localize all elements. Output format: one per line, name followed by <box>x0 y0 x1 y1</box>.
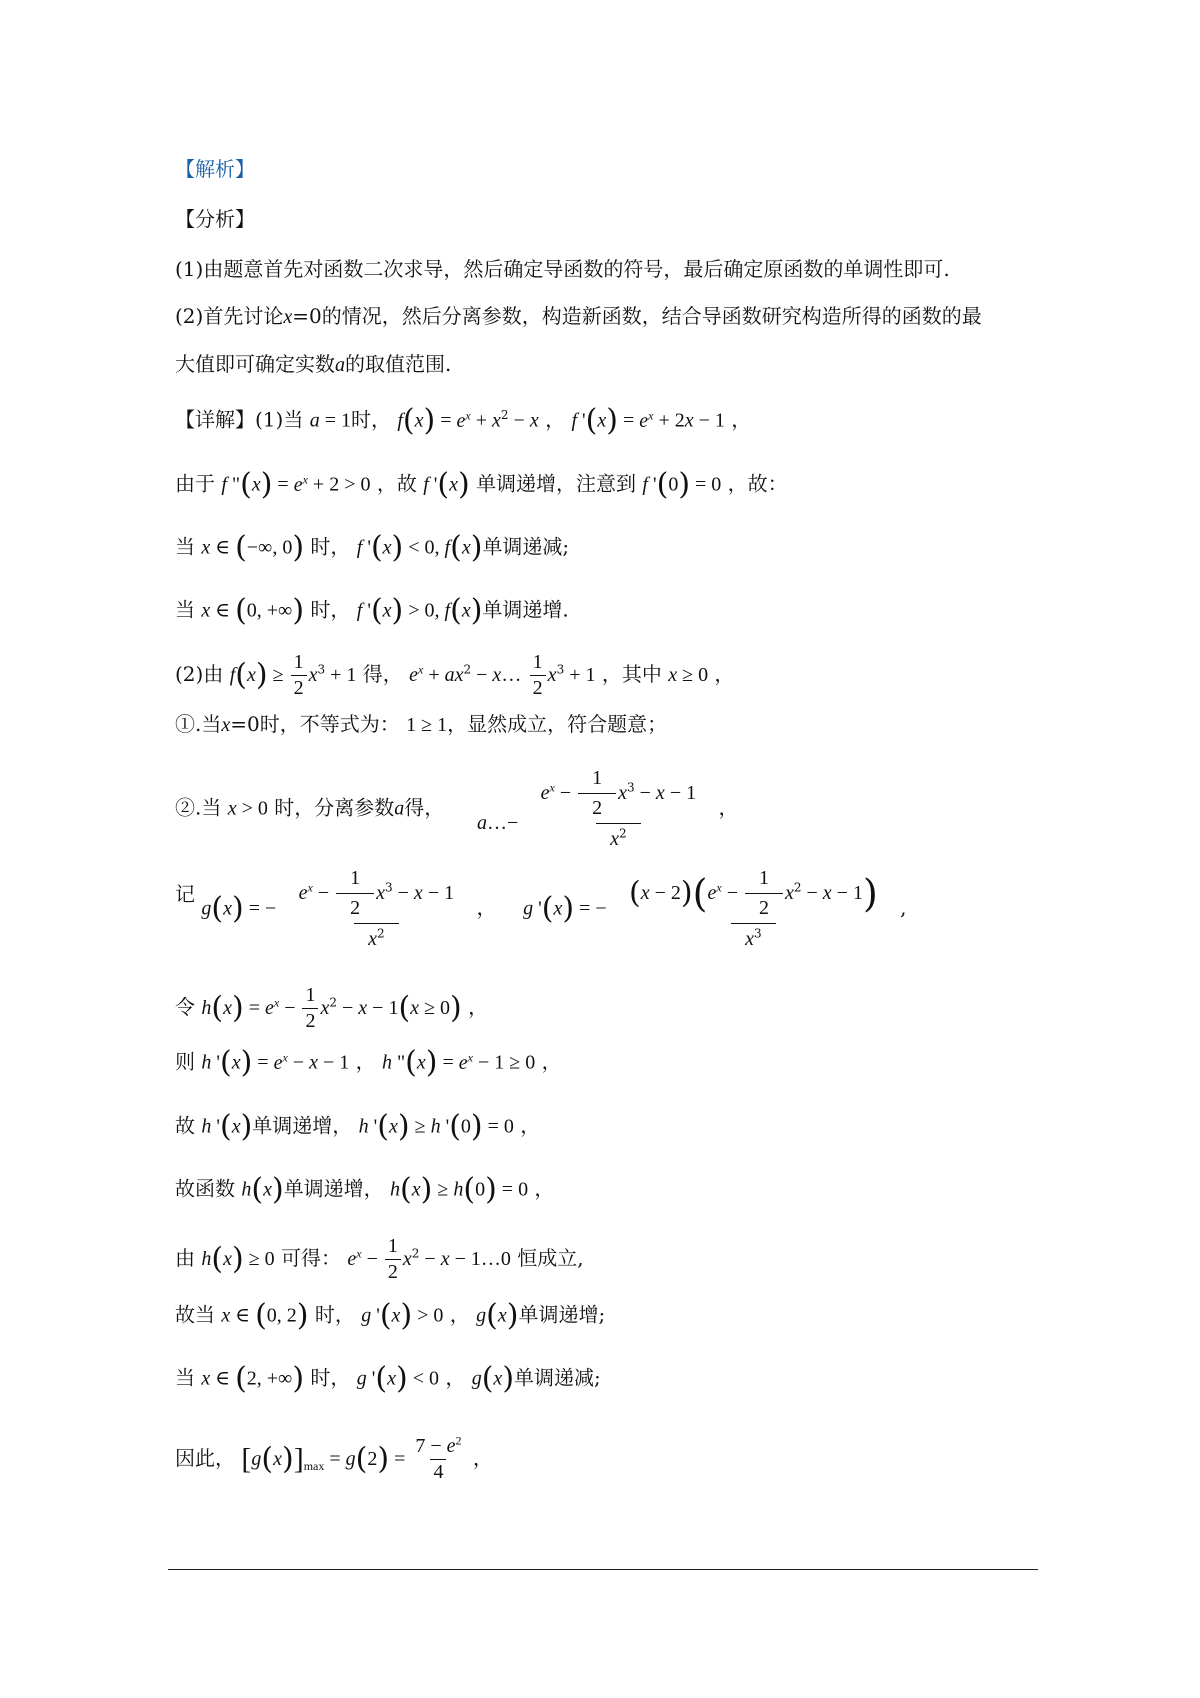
analysis-line-1: (1)由题意首先对函数二次求导，然后确定导函数的符号，最后确定原函数的单调性即可. <box>175 257 950 281</box>
detail-line-5: (2)由 f(x) ≥ $\frac{1}{2}$ $x^3 + 1$ 得， $e^x + ax^2$ − x… $\frac{1}{2}$ $x^3 + 1$ ，其中 x ≥ 0 ， <box>175 651 735 699</box>
analysis-line-2: (2)首先讨论x=0的情况，然后分离参数，构造新函数，结合导函数研究构造所得的函数的最 <box>175 304 982 328</box>
detail-line-15: 当 x ∈ (2, +∞) 时， g '(x) < 0 ， g(x)单调递减; <box>175 1361 601 1396</box>
detail-line-13: 由 h(x) ≥ 0 可得： $e^x$ − $\frac{1}{2}$ $x^2 - x$ − 1…0 恒成立, <box>175 1235 584 1283</box>
fenxi-heading: 【分析】 <box>175 207 255 231</box>
detail-line-7: ②.当 x > 0 时，分离参数a得， a…− $e^x$ − $\frac{1}{2}$ $x^3 - x - 1$ $x^2$ ， <box>175 767 739 850</box>
footer-rule <box>168 1569 1038 1570</box>
detail-line-1: 【详解】(1)当 a = 1时， $f(x) = e^x + x^2 - x$ ， f '$(x) = e^x + 2x - 1$ ， <box>175 403 752 438</box>
detail-line-16: 因此， $[g(x)]_{max} = g(2)$ = $\frac{7 - e^2}{4}$ ， <box>175 1433 493 1483</box>
detail-line-2: 由于 f "$(x) = e^x + 2 > 0$ ，故 f '(x) 单调递增，注意到 f '(0) = 0 ，故： <box>175 467 788 502</box>
detail-line-8: 记 g(x) = − $e^x$ − $\frac{1}{2}$ $x^3 - x - 1$ $x^2$ ， g '(x) = − $(x - 2)(e^x$ − $\frac{1}{2}$ $x^2 - x - 1$) $x^3$ , <box>175 867 907 950</box>
detail-line-4: 当 x ∈ (0, +∞) 时， f '(x) > 0, f(x)单调递增. <box>175 593 569 628</box>
detail-line-14: 故当 x ∈ (0, 2) 时， g '(x) > 0 ， g(x)单调递增; <box>175 1298 606 1333</box>
detail-line-12: 故函数 h(x)单调递增， h(x) ≥ h(0) = 0 ， <box>175 1172 555 1207</box>
analysis-line-3: 大值即可确定实数a的取值范围. <box>175 352 452 376</box>
detail-line-3: 当 x ∈ (−∞, 0) 时， f '(x) < 0, f(x)单调递减; <box>175 530 570 565</box>
detail-heading: 【详解】 <box>175 407 255 432</box>
detail-line-6: ①.当x=0时，不等式为： 1 ≥ 1，显然成立，符合题意； <box>175 712 668 736</box>
detail-line-9: 令 $h(x) = e^x$ − $\frac{1}{2}$ $x^2 - x - 1(x \ge 0)$ ， <box>175 984 489 1032</box>
detail-line-11: 故 h '(x)单调递增， h '(x) ≥ h '(0) = 0 ， <box>175 1109 541 1144</box>
jiexi-heading: 【解析】 <box>175 157 255 181</box>
detail-line-10: 则 h '$(x) = e^x - x - 1$ ， h "$(x) = e^x - 1 \ge 0$ ， <box>175 1045 562 1080</box>
